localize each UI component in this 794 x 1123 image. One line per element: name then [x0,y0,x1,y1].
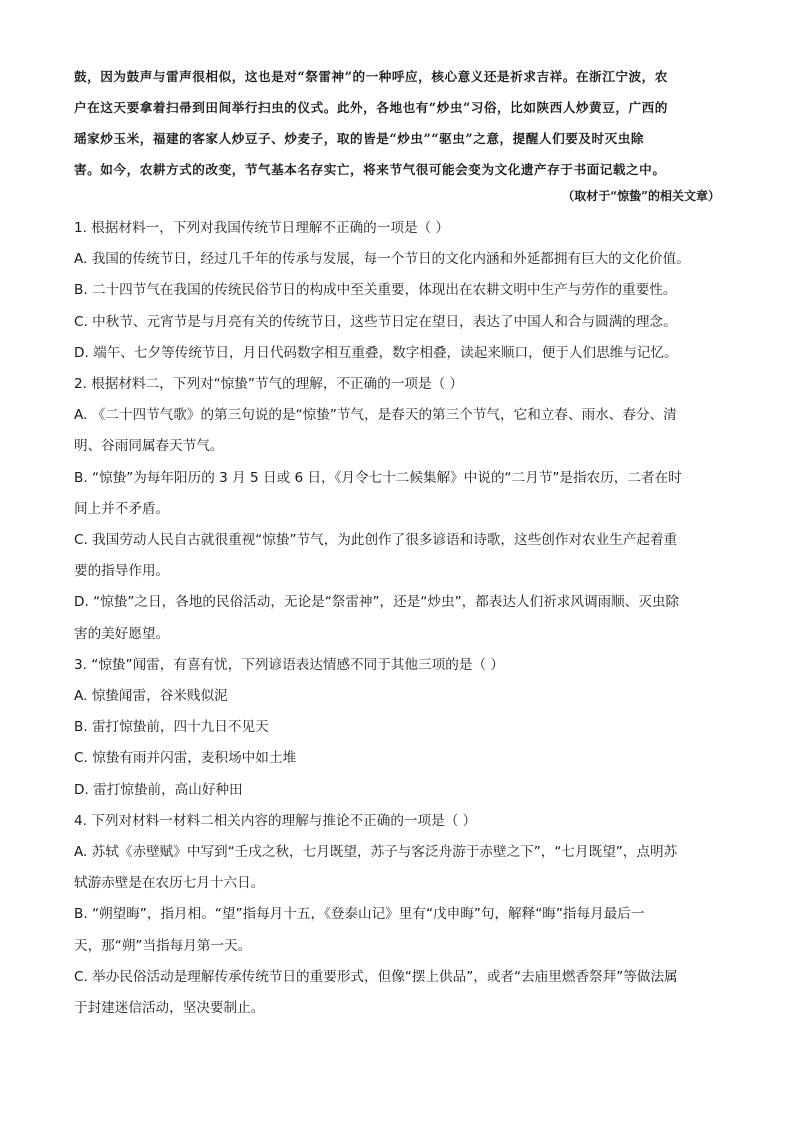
question-3-stem: 3. “惊蛰”闻雷，有喜有忧，下列谚语表达情感不同于其他三项的是（ ） [74,656,504,673]
question-3-option-d: D. 雷打惊蛰前，高山好种田 [74,781,243,798]
question-1-option-d: D. 端午、七夕等传统节日，月日代码数字相互重叠，数字相叠，读起来顺口，便于人们思维与记忆。 [74,344,678,361]
question-1-stem: 1. 根据材料一，下列对我国传统节日理解不正确的一项是（ ） [74,220,450,236]
question-2-option-d-cont: 害的美好愿望。 [74,625,170,642]
passage-line: 鼓，因为鼓声与雷声很相似，这也是对“祭雷神”的一种呼应，核心意义还是祈求吉祥。在浙江宁波，农 [74,69,668,84]
passage-continued [74,61,720,185]
question-2-option-b-cont: 间上并不矛盾。 [74,500,170,517]
question-4-stem: 4. 下列对材料一材料二相关内容的理解与推论不正确的一项是（ ） [74,812,477,829]
question-4-option-a-cont: 轼游赤壁是在农历七月十六日。 [74,875,265,892]
passage-line: 户在这天要拿着扫帚到田间举行扫虫的仪式。此外，各地也有“炒虫”习俗，比如陕西人炒黄豆，广西的 [74,100,668,115]
question-2-option-a-cont: 明、谷雨同属春天节气。 [74,438,224,455]
question-3-option-c: C. 惊蛰有雨并闪雷，麦积场中如土堆 [74,750,297,767]
question-4-option-b: B. “朔望晦”，指月相。“望”指每月十五，《登泰山记》里有“戊申晦”句，解释“晦”指每月最后一 [74,906,645,923]
question-4-option-a: A. 苏轼《赤壁赋》中写到“壬戌之秋，七月既望，苏子与客泛舟游于赤壁之下”，“七月既望”，点明苏 [74,844,678,861]
question-list [74,213,720,1024]
question-4-option-c: C. 举办民俗活动是理解传承传统节日的重要形式，但像“摆上供品”，或者“去庙里燃香祭拜”等做法属 [74,968,678,985]
question-3-option-a: A. 惊蛰闻雷，谷米贱似泥 [74,688,228,705]
passage-line: 瑶家炒玉米，福建的客家人炒豆子、炒麦子，取的皆是“炒虫”“驱虫”之意，提醒人们要及时灭虫除 [74,131,645,146]
question-1-option-b: B. 二十四节气在我国的传统民俗节日的构成中至关重要，体现出在农耕文明中生产与劳作的重要性。 [74,282,677,299]
passage-line: 害。如今，农耕方式的改变，节气基本名存实亡，将来节气很可能会变为文化遗产存于书面记载之中。 [74,162,666,177]
question-2-stem: 2. 根据材料二，下列对“惊蛰”节气的理解，不正确的一项是（ ） [74,376,464,393]
source-citation: （取材于“惊蛰”的相关文章） [562,189,720,203]
question-2-option-a: A. 《二十四节气歌》的第三句说的是“惊蛰”节气，是春天的第三个节气，它和立春、雨水、春分、清 [74,407,677,424]
question-1-option-a: A. 我国的传统节日，经过几千年的传承与发展，每一个节日的文化内涵和外延都拥有巨大的文化价值。 [74,251,690,268]
question-2-option-c-cont: 要的指导作用。 [74,563,170,580]
question-2-option-d: D. “惊蛰”之日，各地的民俗活动，无论是“祭雷神”，还是“炒虫”，都表达人们祈求风调雨顺、灭虫除 [74,594,680,611]
question-2-option-b: B. “惊蛰”为每年阳历的 3 月 5 日或 6 日，《月令七十二候集解》中说的“二月节”是指农历，二者在时 [74,469,682,486]
question-4-option-b-cont: 天，那“朔”当指每月第一天。 [74,937,252,954]
question-2-option-c: C. 我国劳动人民自古就很重视“惊蛰”节气，为此创作了很多谚语和诗歌，这些创作对农业生产起着重 [74,532,678,549]
question-4-option-c-cont: 于封建迷信活动，坚决要制止。 [74,1000,265,1017]
question-1-option-c: C. 中秋节、元宵节是与月亮有关的传统节日，这些节日定在望日，表达了中国人和合与圆满的理念。 [74,313,677,330]
question-3-option-b: B. 雷打惊蛰前，四十九日不见天 [74,719,269,736]
